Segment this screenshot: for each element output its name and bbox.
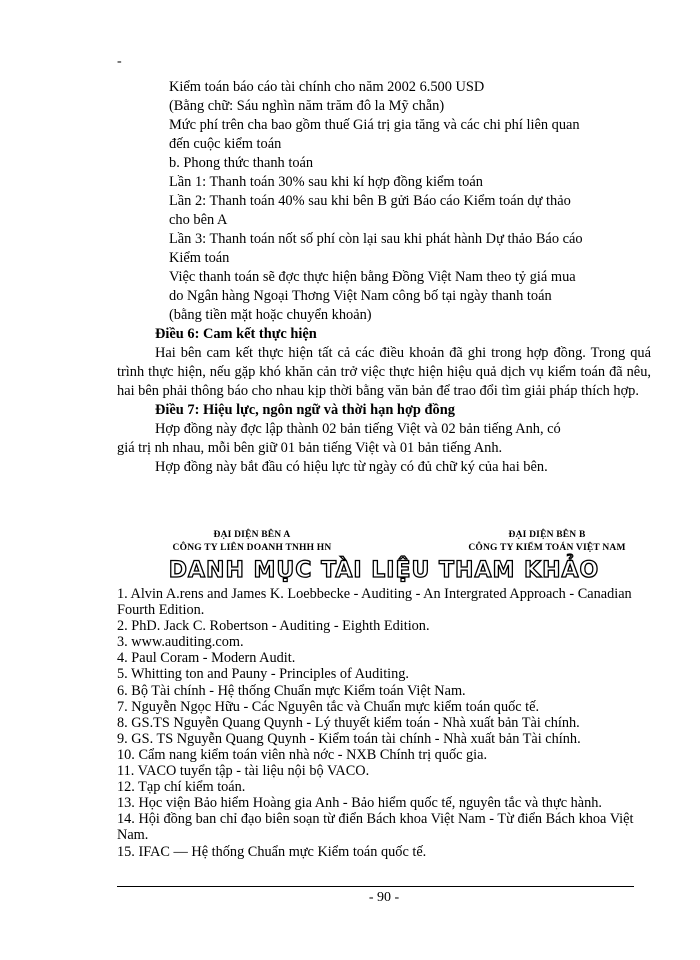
party-b-org: CÔNG TY KIỂM TOÁN VIỆT NAM [468,543,626,553]
article-6-title: Điều 6: Cam kết thực hiện [155,326,317,342]
article-7-first-line: Hợp đồng này đợc lập thành 02 bản tiếng Việt và 02 bản tiếng Anh, có [155,421,561,437]
payment-note-line-1: Việc thanh toán sẽ đợc thực hiện bằng Đồng Việt Nam theo tỷ giá mua [169,269,576,285]
contract-body [117,78,651,477]
fee-note-line-1: Mức phí trên cha bao gồm thuế Giá trị gia tăng và các chi phí liên quan [169,117,580,133]
party-a-org: CÔNG TY LIÊN DOANH TNHH HN [172,543,332,553]
article-6-rest: Trong quá trình thực hiện, nếu gặp khó khăn cản trở việc thực hiện hiệu quả dịch vụ kiểm toán đã nêu, hai bên phải thông báo cho nhau kịp thời bằng văn bản để trao đổi tìm giải pháp thích hợp. [117,345,651,399]
article-6-first-line: Hai bên cam kết thực hiện tất cả các điều khoản đã ghi trong hợp đồng. [155,345,586,361]
fee-words: (Bằng chữ: Sáu nghìn năm trăm đô la Mỹ chẵn) [169,98,445,114]
payment-heading: b. Phong thức thanh toán [169,155,314,171]
payment-note-line-3: (bằng tiền mặt hoặc chuyển khoản) [169,307,372,323]
party-a-role: ĐẠI DIỆN BÊN A [213,530,291,540]
payment-installment-2-line-2: cho bên A [169,212,228,228]
payment-installment-2-line-1: Lần 2: Thanh toán 40% sau khi bên B gửi Báo cáo Kiểm toán dự thảo [169,193,571,209]
reference-item: 15. IFAC — Hệ thống Chuẩn mực Kiểm toán quốc tế. [117,843,427,860]
reference-item: 5. Whitting ton and Pauny - Principles of Auditing. [117,666,410,683]
footer-divider [117,886,634,887]
reference-item: 8. GS.TS Nguyễn Quang Quynh - Lý thuyết kiểm toán - Nhà xuất bản Tài chính. [117,714,580,731]
reference-item: 9. GS. TS Nguyễn Quang Quynh - Kiểm toán tài chính - Nhà xuất bản Tài chính. [117,730,581,747]
page-number: - 90 - [368,890,400,905]
header-mark: - [117,54,122,69]
payment-installment-3-line-2: Kiểm toán [169,250,230,266]
references-list [117,586,651,860]
article-7-second-line: giá trị nh nhau, mỗi bên giữ 01 bản tiếng Việt và 01 bản tiếng Anh. [117,440,503,456]
references-title: DANH MỤC TÀI LIỆU THAM KHẢO [168,558,600,583]
reference-item: 11. VACO tuyển tập - tài liệu nội bộ VACO. [117,763,370,780]
party-b-role: ĐẠI DIỆN BÊN B [508,530,586,540]
party-a-signature [117,529,387,555]
fee-line: Kiểm toán báo cáo tài chính cho năm 2002 6.500 USD [169,79,485,95]
fee-note-line-2: đến cuộc kiểm toán [169,136,282,152]
payment-installment-1: Lần 1: Thanh toán 30% sau khi kí hợp đồng kiểm toán [169,174,483,190]
article-7-title: Điều 7: Hiệu lực, ngôn ngữ và thời hạn hợp đồng [155,402,455,418]
reference-item: 4. Paul Coram - Modern Audit. [117,650,296,667]
reference-item: 13. Học viện Bảo hiểm Hoàng gia Anh - Bảo hiểm quốc tế, nguyên tắc và thực hành. [117,795,602,812]
reference-item: 2. PhD. Jack C. Robertson - Auditing - Eighth Edition. [117,618,430,635]
reference-item: 10. Cẩm nang kiểm toán viên nhà nớc - NXB Chính trị quốc gia. [117,746,488,763]
article-7-effect: Hợp đồng này bắt đầu có hiệu lực từ ngày có đủ chữ ký của hai bên. [155,459,548,475]
payment-note-line-2: do Ngân hàng Ngoại Thơng Việt Nam công bố tại ngày thanh toán [169,288,552,304]
reference-item: 1. Alvin A.rens and James K. Loebbecke - Auditing - An Intergrated Approach - Canadian Fourth Edition. [117,586,632,619]
reference-item: 7. Nguyễn Ngọc Hữu - Các Nguyên tắc và Chuẩn mực kiểm toán quốc tế. [117,698,540,715]
party-b-signature [427,529,667,555]
reference-item: 3. www.auditing.com. [117,634,244,651]
reference-item: 14. Hội đồng ban chỉ đạo biên soạn từ điển Bách khoa Việt Nam - Từ điển Bách khoa Việt Nam. [117,811,634,844]
reference-item: 12. Tạp chí kiểm toán. [117,779,246,796]
reference-item: 6. Bộ Tài chính - Hệ thống Chuẩn mực Kiểm toán Việt Nam. [117,682,466,699]
payment-installment-3-line-1: Lần 3: Thanh toán nốt số phí còn lại sau khi phát hành Dự thảo Báo cáo [169,231,583,247]
article-6-paragraph [117,344,651,401]
